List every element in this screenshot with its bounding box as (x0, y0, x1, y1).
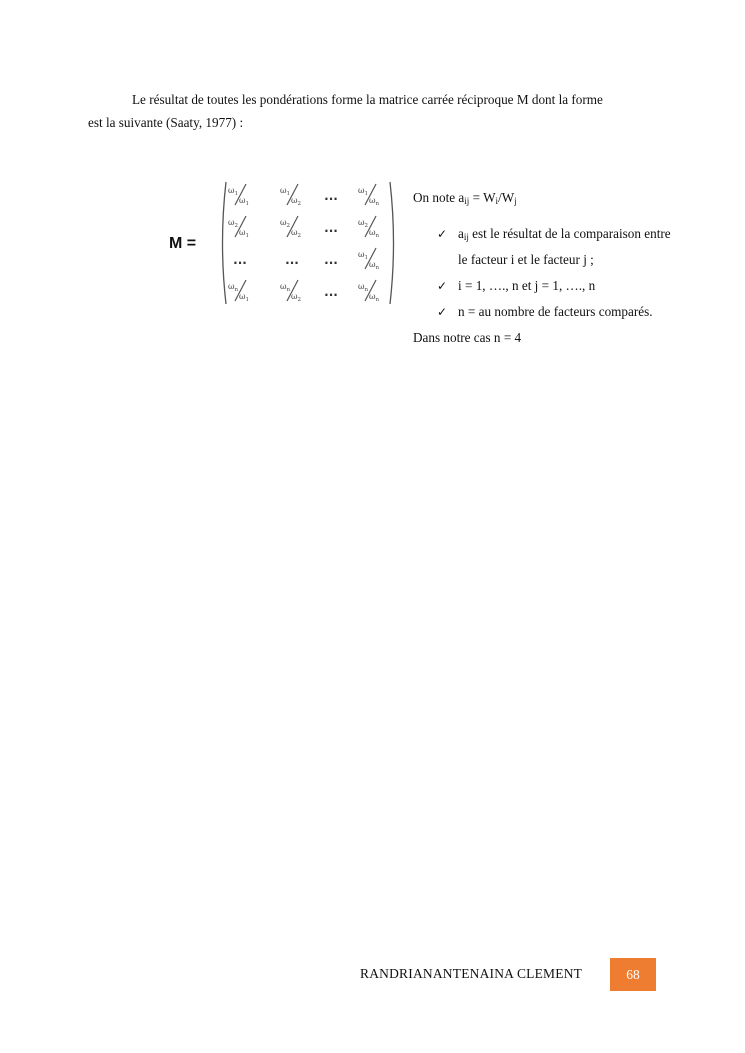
matrix-cell (358, 280, 380, 303)
svg-text:ωn: $\omega_n$ (358, 282, 369, 293)
svg-text:ω1: $\omega_1$ (358, 186, 369, 197)
svg-text:ω2: $\omega_2$ (291, 196, 302, 207)
check-icon: ✓ (437, 305, 448, 319)
note-definition: On note $a_{ij} = W_i/W_j$ (413, 190, 517, 206)
svg-text:ω2: $\omega_2$ (358, 218, 369, 229)
page-number-badge: 68 (610, 958, 656, 991)
matrix-cell (358, 216, 380, 239)
matrix-ellipsis: ... (324, 221, 338, 235)
svg-text:ω1: $\omega_1$ (239, 228, 250, 239)
matrix-ellipsis: ... (233, 253, 247, 267)
svg-text:ωn: $\omega_n$ (280, 282, 291, 293)
matrix-cell (358, 248, 380, 271)
matrix-cell (280, 216, 301, 239)
conclusion-text: Dans notre cas n = 4 (413, 330, 522, 345)
matrix-ellipsis: ... (324, 253, 338, 267)
svg-text:ω1: $\omega_1$ (228, 186, 239, 197)
svg-text:ω1: $\omega_1$ (239, 196, 250, 207)
svg-text:ω2: $\omega_2$ (280, 218, 291, 229)
matrix-label: M = (169, 235, 197, 252)
footer-author: RANDRIANANTENAINA CLEMENT (360, 966, 583, 981)
right-bracket (390, 182, 394, 304)
matrix-cell (358, 184, 380, 207)
check-icon: ✓ (437, 227, 448, 241)
matrix-cell (228, 184, 249, 207)
svg-text:ω2: $\omega_2$ (291, 228, 302, 239)
svg-text:ω1: $\omega_1$ (358, 250, 369, 261)
svg-text:ωn: $\omega_n$ (369, 292, 380, 303)
intro-paragraph (88, 88, 668, 134)
matrix-ellipsis: ... (324, 285, 338, 299)
svg-text:ω2: $\omega_2$ (291, 292, 302, 303)
matrix-ellipsis: ... (324, 189, 338, 203)
matrix-cell (280, 280, 301, 303)
reciprocal-matrix (218, 180, 398, 306)
matrix-cell (228, 216, 249, 239)
svg-text:ω1: $\omega_1$ (280, 186, 291, 197)
svg-text:ω1: $\omega_1$ (239, 292, 250, 303)
intro-line-2: est la suivante (Saaty, 1977) : (88, 115, 244, 130)
svg-text:ωn: $\omega_n$ (369, 228, 380, 239)
matrix-ellipsis: ... (285, 253, 299, 267)
svg-text:ωn: $\omega_n$ (228, 282, 239, 293)
left-bracket (223, 182, 227, 304)
matrix-cell (228, 280, 249, 303)
check-icon: ✓ (437, 279, 448, 293)
intro-line-1: Le résultat de toutes les pondérations forme la matrice carrée réciproque M dont la forme (132, 92, 603, 107)
matrix-svg (218, 180, 398, 306)
matrix-cell (280, 184, 301, 207)
svg-text:ω2: $\omega_2$ (228, 218, 239, 229)
svg-text:ωn: $\omega_n$ (369, 196, 380, 207)
svg-text:ωn: $\omega_n$ (369, 260, 380, 271)
